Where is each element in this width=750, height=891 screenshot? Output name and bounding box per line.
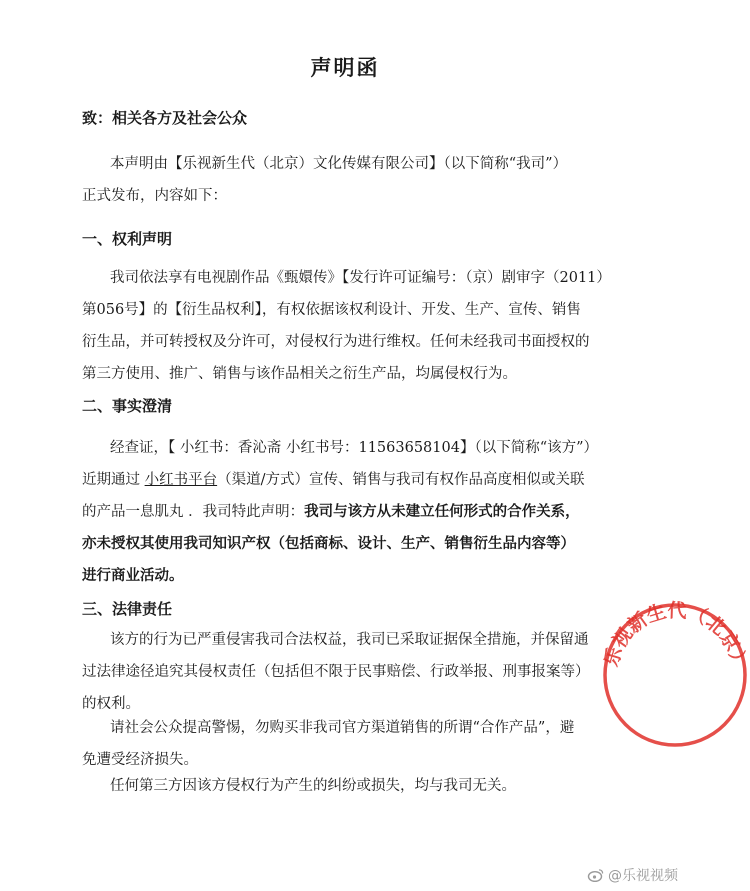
intro-line: 正式发布，内容如下： [82,188,227,204]
rights-line: 第三方使用、推广、销售与该作品相关之衍生产品，均属侵权行为。 [82,366,517,382]
warning-line: 免遭受经济损失。 [82,752,198,768]
intro-paragraph [82,148,602,212]
warning-line: 请社会公众提高警惕，勿购买非我司官方渠道销售的所谓“合作产品”，避 [110,720,575,736]
watermark-text: @乐视视频 [608,868,678,884]
rights-line: 衍生品，并可转授权及分许可，对侵权行为进行维权。任何未经我司书面授权的 [82,334,590,350]
disclaimer-line: 任何第三方因该方侵权行为产生的纠纷或损失，均与我司无关。 [110,778,516,794]
facts-line: 经查证，【 小红书：香沁斋 小红书号：11563658104】（以下简称“该方”） [110,440,599,456]
facts-text: 近期通过 [82,472,145,488]
liability-line: 过法律途径追究其侵权责任（包括但不限于民事赔偿、行政举报、刑事报案等） [82,664,590,680]
facts-bold-line: 亦未授权其使用我司知识产权（包括商标、设计、生产、销售衍生品内容等） [82,536,575,552]
liability-line: 的权利。 [82,696,140,712]
liability-line: 该方的行为已严重侵害我司合法权益，我司已采取证据保全措施，并保留通 [110,632,589,648]
rights-paragraph [82,262,611,390]
addressee: 致：相关各方及社会公众 [82,109,248,127]
facts-paragraph [82,432,602,592]
platform-underlined: 小红书平台 [144,472,218,488]
facts-line [82,496,602,528]
watermark [588,865,678,885]
svg-text:乐视新生代（北京） [600,599,750,673]
rights-line: 第056号】的【衍生品权利】，有权依据该权利设计、开发、生产、宣传、销售 [82,302,581,318]
disclaimer-paragraph [82,770,602,802]
facts-text: （渠道/方式）宣传、销售与我司有权作品高度相似或关联 [217,472,585,488]
document-title: 声明函 [310,56,380,80]
rights-line: 我司依法享有电视剧作品《甄嬛传》【发行许可证编号：（京）剧审字（2011） [110,270,611,286]
facts-bold-line: 进行商业活动。 [82,568,184,584]
section-heading-rights: 一、权利声明 [82,230,173,248]
intro-line: 本声明由【乐视新生代（北京）文化传媒有限公司】（以下简称“我司”） [110,156,568,172]
seal-text: 乐视新生代（北京） [600,599,750,673]
section-heading-facts: 二、事实澄清 [82,397,173,415]
company-seal-stamp [600,600,750,750]
liability-paragraph [82,624,602,720]
section-heading-liability: 三、法律责任 [82,600,173,618]
facts-bold-text: 我司与该方从未建立任何形式的合作关系， [304,504,580,520]
facts-text: 的产品一息肌丸 ．我司特此声明： [82,504,305,520]
weibo-logo-icon [588,868,604,882]
warning-paragraph [82,712,602,776]
facts-line [82,464,602,496]
